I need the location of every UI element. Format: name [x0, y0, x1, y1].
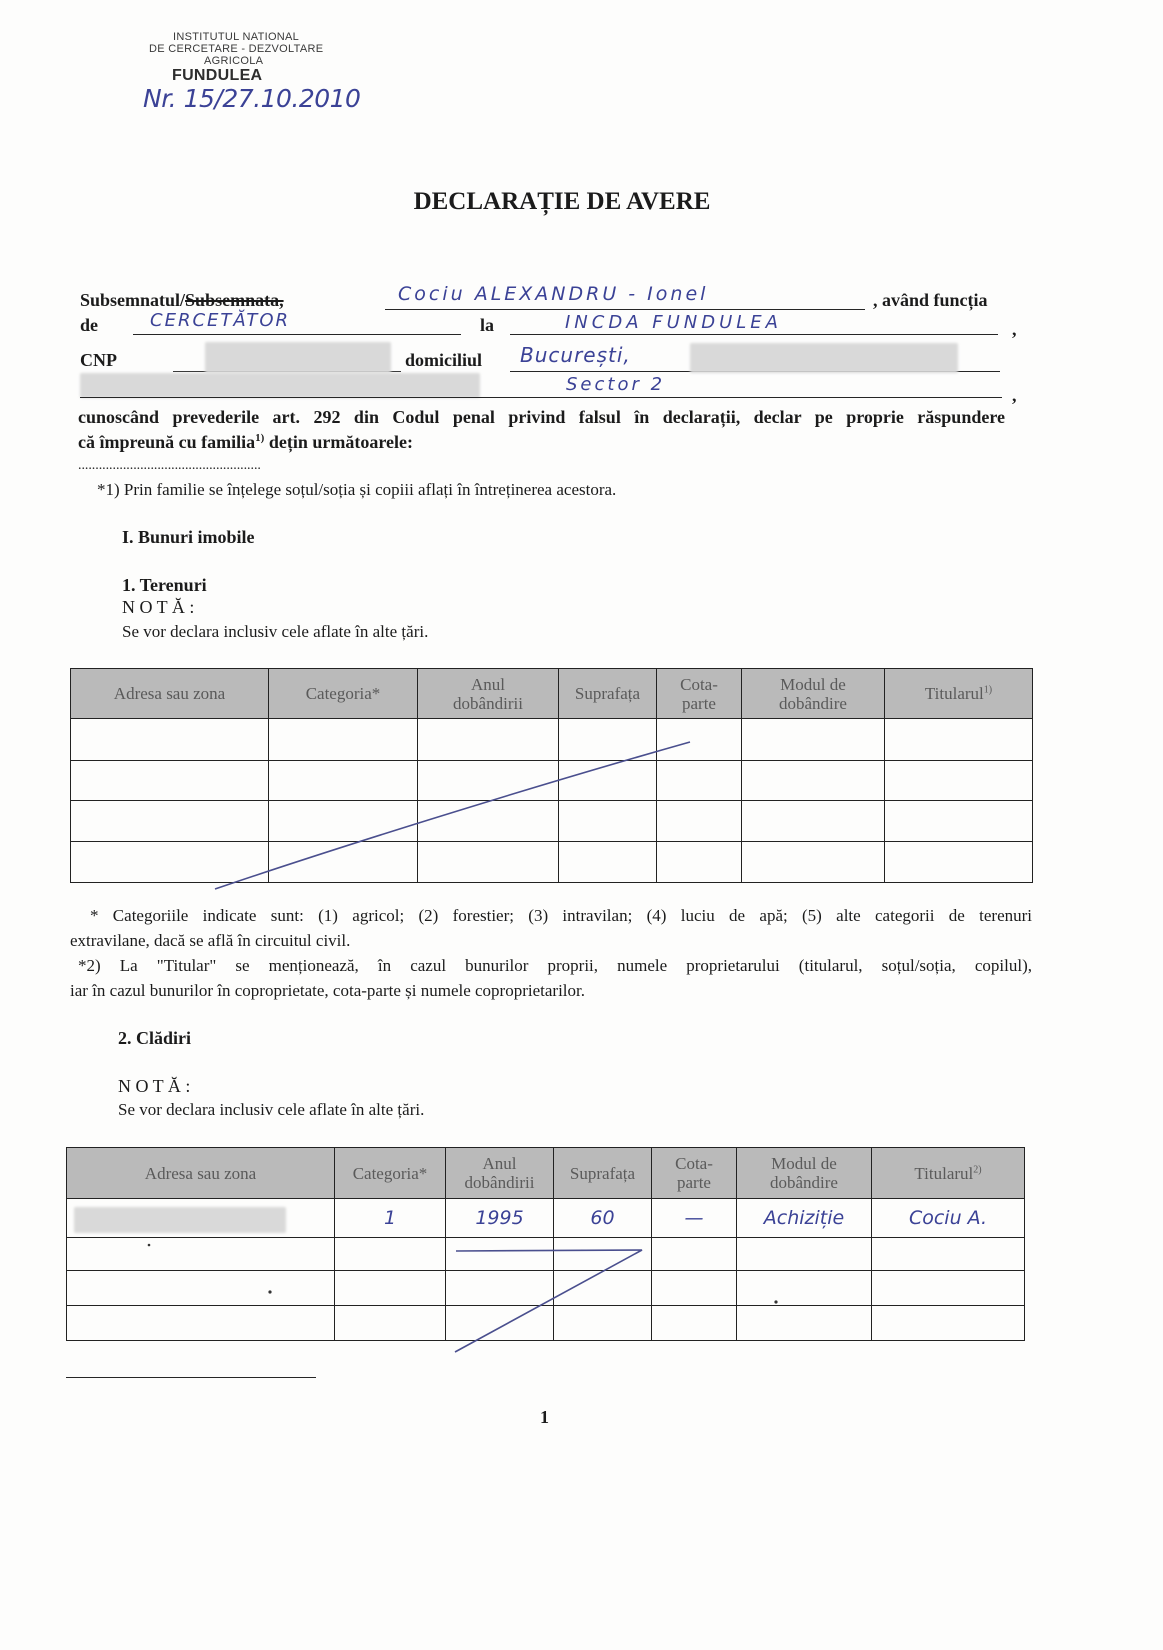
owner-cell [885, 719, 1033, 761]
header-label: Categoria* [305, 684, 381, 703]
redacted-address-continued [80, 373, 480, 398]
registration-number: Nr. 15/27.10.2010 [143, 84, 361, 113]
stamp-line-1: INSTITUTUL NATIONAL [173, 31, 300, 43]
address-cell [67, 1306, 335, 1341]
page-title: DECLARAȚIE DE AVERE [413, 188, 711, 215]
subsemnatul-label [80, 290, 284, 310]
category-cell [269, 761, 418, 801]
buildings-table [66, 1147, 1025, 1341]
address-cell [67, 1238, 335, 1271]
line-end-comma: , [1012, 385, 1017, 405]
domiciliu-label: domiciliul [405, 350, 483, 370]
acquisition-year-cell [418, 761, 559, 801]
area-header [559, 669, 657, 719]
page-number: 1 [540, 1407, 549, 1427]
acquisition-mode-cell [742, 719, 885, 761]
redacted-cnp [205, 342, 391, 373]
share-cell [657, 761, 742, 801]
acquisition-year-cell [418, 719, 559, 761]
area-header [554, 1148, 652, 1199]
share-cell [652, 1306, 737, 1341]
subsemnata-struck-text: Subsemnata, [185, 290, 284, 310]
area-cell [559, 761, 657, 801]
share-cell [657, 801, 742, 842]
stamp-line-3: AGRICOLA [204, 55, 264, 67]
la-label: la [480, 315, 495, 335]
subsemnatul-text: Subsemnatul/ [80, 290, 186, 310]
header-label: Suprafața [574, 684, 641, 703]
area-cell [559, 842, 657, 883]
acquisition-mode-cell [742, 801, 885, 842]
footnote-rule [66, 1377, 316, 1378]
category-cell [335, 1306, 446, 1341]
functia-label: , având funcția [873, 290, 988, 310]
share-cell [652, 1238, 737, 1271]
statement-line-1: cunoscând prevederile art. 292 din Codul penal privind falsul în declarații, declar pe proprie răspundere [78, 407, 1005, 427]
table-row [67, 1271, 1025, 1306]
job-underline [133, 334, 461, 335]
share-header [657, 669, 742, 719]
share-cell: — [652, 1199, 737, 1238]
share-cell [657, 719, 742, 761]
acquisition-year-header [418, 669, 559, 719]
redacted-building-address [74, 1207, 286, 1233]
category-cell [335, 1238, 446, 1271]
owner-cell [885, 842, 1033, 883]
redacted-address [690, 343, 958, 373]
header-label: Cota- parte [680, 674, 718, 713]
owner-header [885, 669, 1033, 719]
domicile-sector: Sector 2 [566, 374, 666, 395]
address-header [67, 1148, 335, 1199]
buildings-note-text: Se vor declara inclusiv cele aflate în alte țări. [118, 1100, 425, 1119]
area-cell [559, 719, 657, 761]
employer-underline [510, 334, 998, 335]
table-header-row [67, 1148, 1025, 1199]
land-table [70, 668, 1033, 883]
declarant-name: Cociu ALEXANDRU - Ionel [398, 283, 709, 305]
address-underline [80, 397, 1002, 398]
acquisition-mode-cell [742, 842, 885, 883]
header-label: Adresa sau zona [144, 1163, 257, 1183]
category-cell [269, 801, 418, 842]
employer-name: INCDA FUNDULEA [565, 312, 782, 333]
statement-text: dețin următoarele: [264, 432, 413, 452]
category-footnote-line-2: extravilane, dacă se află în circuitul civil. [70, 931, 351, 950]
category-cell [269, 842, 418, 883]
footnote-marker: 2) [973, 1163, 982, 1175]
category-cell: 1 [335, 1199, 446, 1238]
stamp-line-4: FUNDULEA [172, 67, 263, 84]
share-header [652, 1148, 737, 1199]
table-row [71, 801, 1033, 842]
area-cell [554, 1271, 652, 1306]
category-header [269, 669, 418, 719]
land-heading: 1. Terenuri [122, 575, 207, 595]
stamp-line-2: DE CERCETARE - DEZVOLTARE [149, 43, 324, 55]
address-cell [71, 842, 269, 883]
area-cell [559, 801, 657, 842]
area-cell: 60 [554, 1199, 652, 1238]
acquisition-year-cell [446, 1271, 554, 1306]
area-cell [554, 1238, 652, 1271]
category-header [335, 1148, 446, 1199]
table-row [71, 842, 1033, 883]
category-cell [269, 719, 418, 761]
acquisition-mode-cell [737, 1271, 872, 1306]
acquisition-mode-cell [742, 761, 885, 801]
cnp-label: CNP [80, 350, 117, 370]
acquisition-mode-cell: Achiziție [737, 1199, 872, 1238]
area-cell [554, 1306, 652, 1341]
footnote-marker: 1) [983, 684, 993, 696]
address-header [71, 669, 269, 719]
buildings-heading: 2. Clădiri [118, 1028, 192, 1048]
category-footnote-line-1: * Categoriile indicate sunt: (1) agricol; (2) forestier; (3) intravilan; (4) luciu de apă; (5) alte categorii de terenuri [90, 906, 1032, 925]
category-cell [335, 1271, 446, 1306]
de-label: de [80, 315, 98, 335]
table-row [67, 1306, 1025, 1341]
job-title: CERCETĂTOR [150, 310, 291, 331]
land-note-label: N O T Ă : [122, 597, 195, 617]
separator-dots: ..................................................... [78, 458, 261, 473]
header-label: Modul de dobândire [779, 674, 847, 713]
header-label: Anul dobândirii [464, 1154, 535, 1192]
statement-text: că împreună cu familia [78, 432, 256, 452]
section-heading: I. Bunuri imobile [122, 527, 255, 547]
owner-cell [885, 761, 1033, 801]
footnote-marker: 1) [255, 432, 265, 444]
header-label: Modul de dobândire [770, 1154, 838, 1192]
owner-footnote-line-1: *2) La "Titular" se menționează, în cazul bunurilor proprii, numele proprietarului (titularul, soțul/soția, copilul), [78, 956, 1032, 975]
owner-cell: Cociu A. [872, 1199, 1025, 1238]
acquisition-mode-header [737, 1148, 872, 1199]
buildings-note-label: N O T Ă : [118, 1076, 191, 1096]
header-label: Anul dobândirii [453, 674, 523, 713]
acquisition-year-cell: 1995 [446, 1199, 554, 1238]
acquisition-year-cell [446, 1238, 554, 1271]
owner-header [872, 1148, 1025, 1199]
address-cell [71, 719, 269, 761]
address-cell [71, 801, 269, 842]
address-cell [67, 1271, 335, 1306]
land-note-text: Se vor declara inclusiv cele aflate în alte țări. [122, 622, 429, 641]
owner-footnote-line-2: iar în cazul bunurilor în coproprietate, cota-parte și numele coproprietarilor. [70, 981, 585, 1000]
name-underline [385, 309, 865, 310]
family-footnote: *1) Prin familie se înțelege soțul/soția și copiii aflați în întreținerea acestora. [97, 480, 617, 499]
acquisition-year-cell [446, 1306, 554, 1341]
owner-cell [872, 1238, 1025, 1271]
acquisition-year-cell [418, 842, 559, 883]
address-cell [71, 761, 269, 801]
domicile-city: București, [520, 343, 631, 367]
acquisition-mode-header [742, 669, 885, 719]
acquisition-year-header [446, 1148, 554, 1199]
acquisition-year-cell [418, 801, 559, 842]
share-cell [657, 842, 742, 883]
acquisition-mode-cell [737, 1238, 872, 1271]
header-label: Categoria* [352, 1163, 428, 1183]
line-end-comma: , [1012, 319, 1017, 339]
header-label: Cota- parte [675, 1154, 713, 1192]
acquisition-mode-cell [737, 1306, 872, 1341]
owner-cell [872, 1271, 1025, 1306]
header-label: Titularul [914, 1163, 974, 1183]
header-label: Titularul [924, 684, 984, 703]
table-row [71, 719, 1033, 761]
owner-cell [885, 801, 1033, 842]
share-cell [652, 1271, 737, 1306]
table-row [67, 1238, 1025, 1271]
table-row [71, 761, 1033, 801]
header-label: Adresa sau zona [113, 684, 226, 703]
owner-cell [872, 1306, 1025, 1341]
header-label: Suprafața [569, 1163, 636, 1183]
table-header-row [71, 669, 1033, 719]
statement-line-2 [78, 432, 413, 452]
